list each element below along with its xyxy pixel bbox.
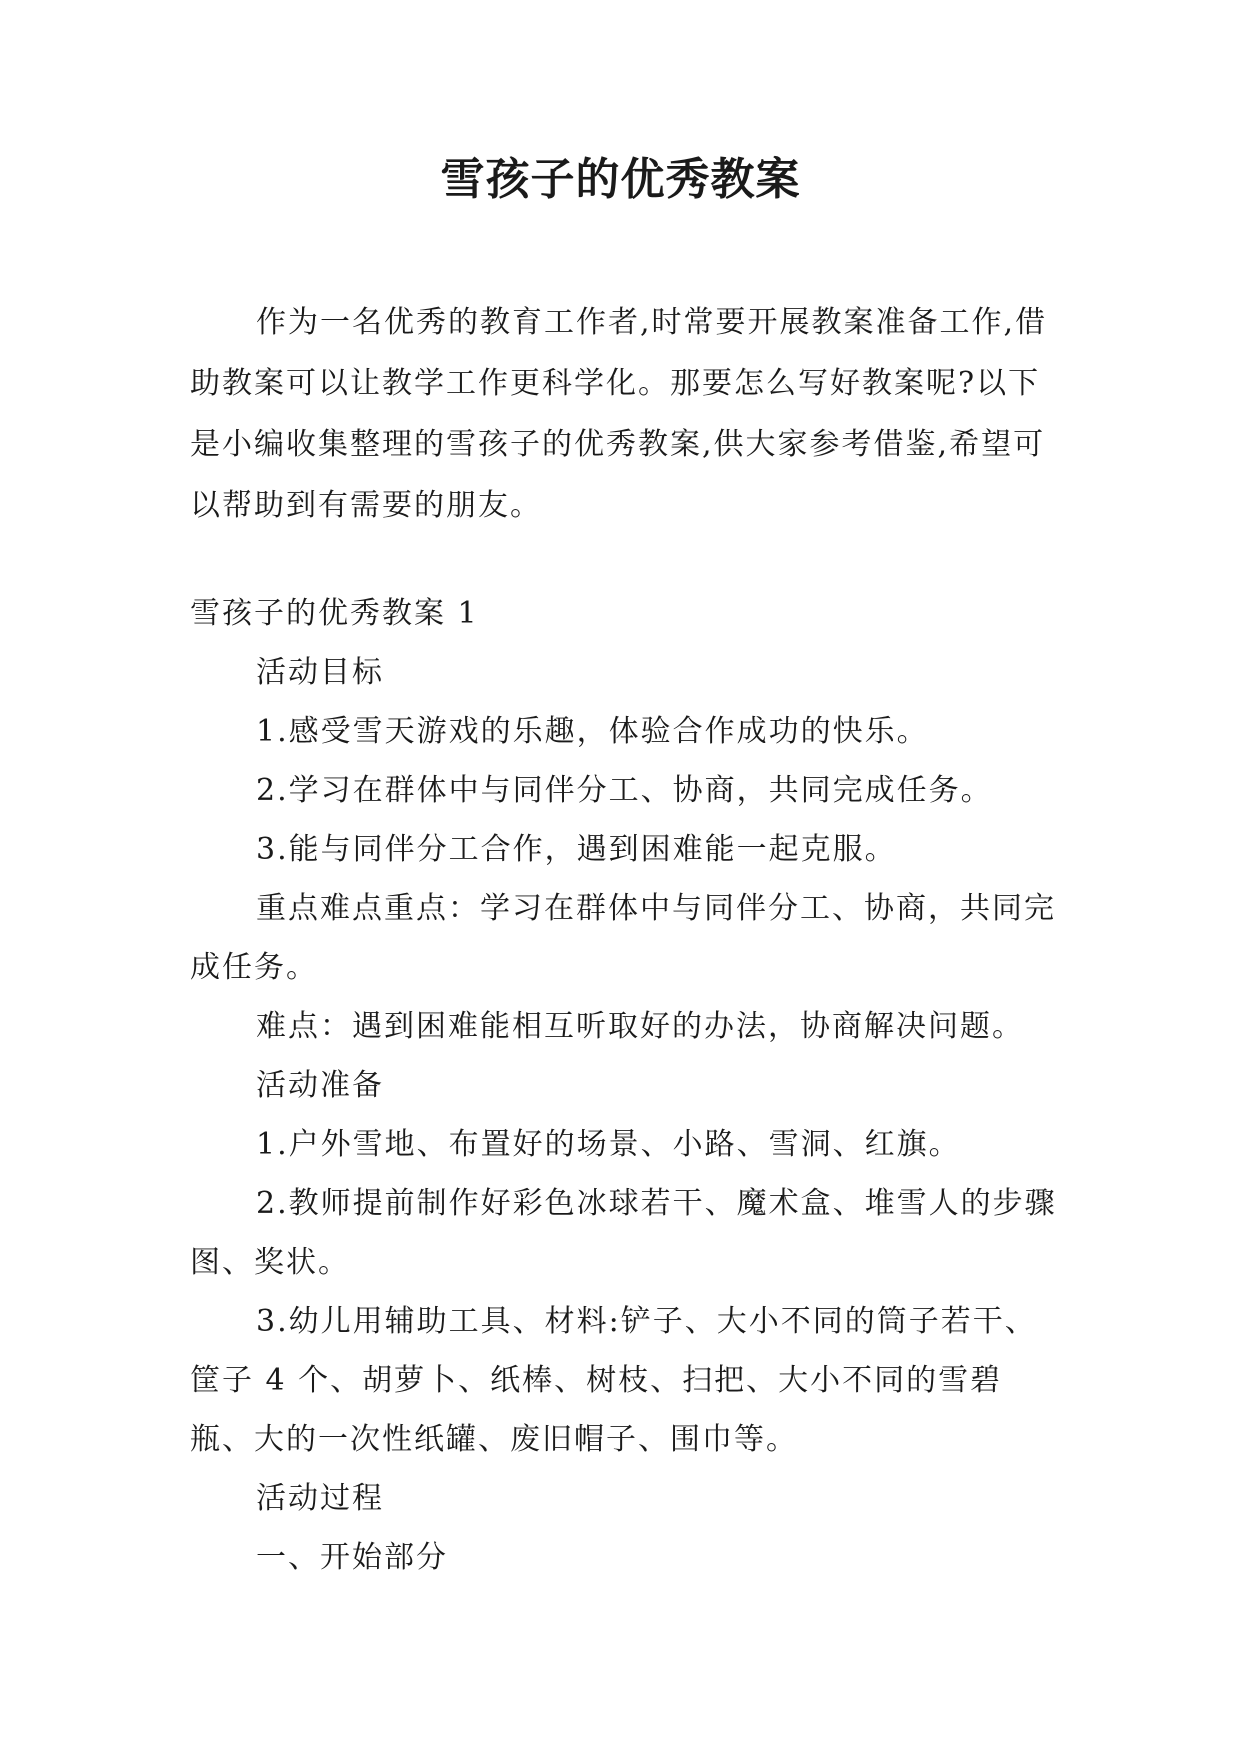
intro-block [190, 292, 1060, 536]
document-title: 雪孩子的优秀教案 [440, 154, 801, 205]
prep-item: 1.户外雪地、布置好的场景、小路、雪洞、红旗。 [256, 1127, 961, 1162]
goal-item: 2.学习在群体中与同伴分工、协商，共同完成任务。 [256, 773, 993, 808]
heading-activity-goals: 活动目标 [256, 655, 384, 690]
process-part-heading: 一、开始部分 [256, 1540, 448, 1575]
goal-item: 1.感受雪天游戏的乐趣，体验合作成功的快乐。 [256, 714, 929, 749]
heading-activity-prep: 活动准备 [256, 1068, 384, 1103]
intro-paragraph: 作为一名优秀的教育工作者,时常要开展教案准备工作,借助教案可以让教学工作更科学化。那要怎么写好教案呢?以下是小编收集整理的雪孩子的优秀教案,供大家参考借鉴,希望可以帮助到有需要的朋友。 [190, 305, 1048, 523]
section-heading: 雪孩子的优秀教案 1 [190, 596, 479, 631]
prep-item: 2.教师提前制作好彩色冰球若干、魔术盒、堆雪人的步骤图、奖状。 [190, 1186, 1057, 1280]
prep-item: 3.幼儿用辅助工具、材料:铲子、大小不同的筒子若干、筐子 4 个、胡萝卜、纸棒、树枝、扫把、大小不同的雪碧瓶、大的一次性纸罐、废旧帽子、围巾等。 [190, 1304, 1037, 1457]
goal-item: 3.能与同伴分工合作，遇到困难能一起克服。 [256, 832, 897, 867]
key-points-paragraph: 重点难点重点：学习在群体中与同伴分工、协商，共同完成任务。 [190, 891, 1056, 985]
heading-activity-process: 活动过程 [256, 1481, 384, 1516]
difficulty-paragraph: 难点：遇到困难能相互听取好的办法，协商解决问题。 [256, 1009, 1024, 1044]
lesson-section [190, 584, 1060, 1587]
